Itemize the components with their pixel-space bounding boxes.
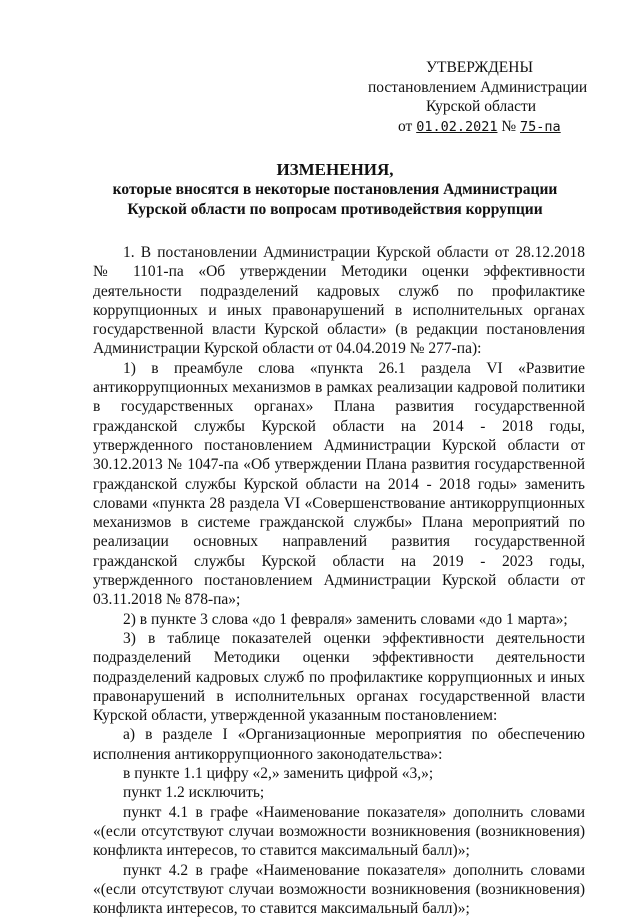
document-body bbox=[93, 243, 585, 918]
approval-title: УТВЕРЖДЕНЫ bbox=[368, 58, 608, 78]
paragraph-8: пункт 4.1 в графе «Наименование показателя» дополнить словами «(если отсутствуют случаи возможности возникновения (возникновения) конфликта интересов, то ставится максимальный балл)»; bbox=[93, 803, 585, 861]
document-heading bbox=[80, 160, 590, 220]
paragraph-3: 2) в пункте 3 слова «до 1 февраля» заменить словами «до 1 марта»; bbox=[93, 610, 585, 629]
paragraph-4: 3) в таблице показателей оценки эффективности деятельности подразделений Методики оценки эффективности деятельности подразделений кадровых служб по профилактике коррупционных и иных правонарушений в исполнительных органах государственной власти Курской области, утвержденной указанным постановлением: bbox=[93, 629, 585, 725]
approval-number-label: № bbox=[501, 118, 516, 135]
document-subtitle-2: Курской области по вопросам противодействия коррупции bbox=[80, 200, 590, 220]
approval-line-1: постановлением Администрации bbox=[368, 78, 608, 98]
paragraph-6: в пункте 1.1 цифру «2,» заменить цифрой «3,»; bbox=[93, 764, 585, 783]
approval-block bbox=[368, 58, 608, 137]
approval-date-line bbox=[368, 117, 608, 138]
approval-number: 75-па bbox=[520, 119, 561, 135]
paragraph-1: 1. В постановлении Администрации Курской области от 28.12.2018 № 1101-па «Об утверждении Методики оценки эффективности деятельности подразделений кадровых служб по профилактике коррупционных и иных правонарушений в исполнительных органах государственной власти Курской области» (в редакции постановления Администрации Курской области от 04.04.2019 № 277-па): bbox=[93, 243, 585, 359]
approval-date: 01.02.2021 bbox=[416, 119, 497, 135]
paragraph-2: 1) в преамбуле слова «пункта 26.1 раздела VI «Развитие антикоррупционных механизмов в рамках реализации кадровой политики в государственных органах» Плана развития государственной гражданской службы Курской области на 2014 - 2018 годы, утвержденного постановлением Администрации Курской области от 30.12.2013 № 1047-па «Об утверждении Плана развития государственной гражданской службы Курской области на 2014 - 2018 годы» заменить словами «пункта 28 раздела VI «Совершенствование антикоррупционных механизмов в системе гражданской службы» Плана мероприятий по реализации основных направлений развития государственной гражданской службы Курской области на 2019 - 2023 годы, утвержденного постановлением Администрации Курской области от 03.11.2018 № 878-па»; bbox=[93, 359, 585, 610]
paragraph-9: пункт 4.2 в графе «Наименование показателя» дополнить словами «(если отсутствуют случаи возможности возникновения (возникновения) конфликта интересов, то ставится максимальный балл)»; bbox=[93, 861, 585, 918]
approval-from-label: от bbox=[398, 118, 412, 135]
document-subtitle-1: которые вносятся в некоторые постановления Администрации bbox=[80, 180, 590, 200]
approval-line-2: Курской области bbox=[368, 97, 608, 117]
document-title: ИЗМЕНЕНИЯ, bbox=[80, 160, 590, 180]
paragraph-5: а) в разделе I «Организационные мероприятия по обеспечению исполнения антикоррупционного законодательства»: bbox=[93, 725, 585, 764]
paragraph-7: пункт 1.2 исключить; bbox=[93, 783, 585, 802]
